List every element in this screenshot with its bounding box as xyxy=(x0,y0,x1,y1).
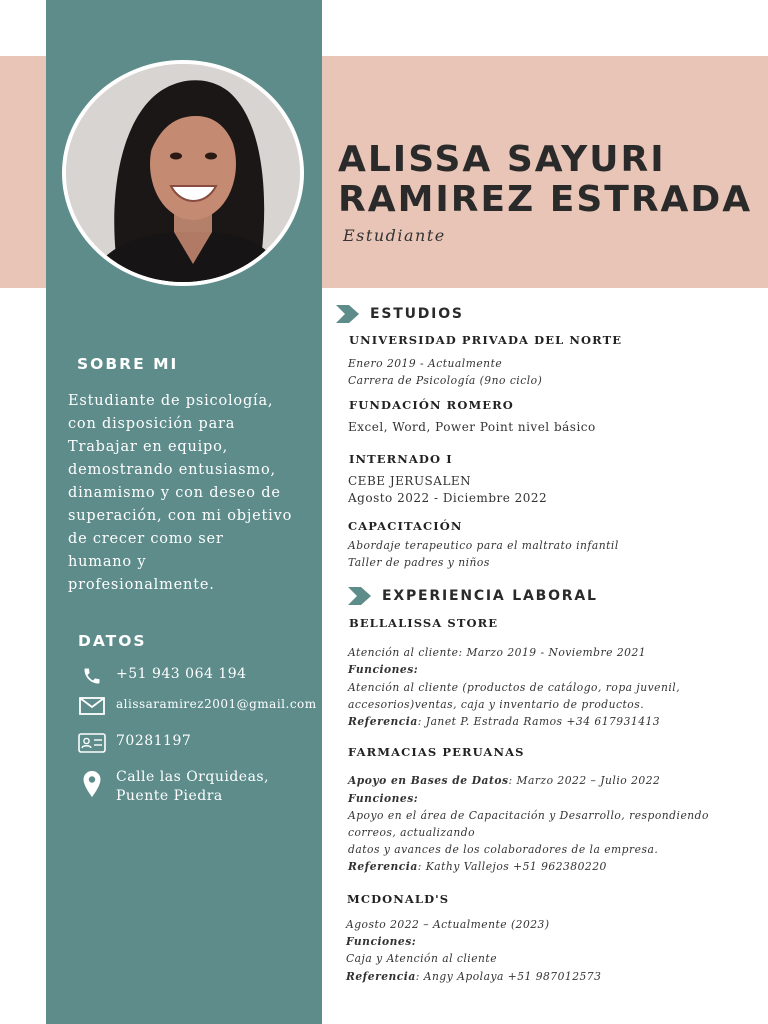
job-functions: Apoyo en el área de Capacitación y Desarrollo, respondiendo xyxy=(348,809,709,822)
job-role: Agosto 2022 – Actualmente (2023) xyxy=(346,918,550,931)
about-line: Trabajar en equipo, xyxy=(68,439,229,455)
job-company: FARMACIAS PERUANAS xyxy=(348,745,525,759)
address-row xyxy=(78,768,269,806)
job-title: Estudiante xyxy=(343,226,446,245)
about-line: humano y xyxy=(68,554,147,570)
about-line: dinamismo y con deseo de xyxy=(68,485,281,501)
school-detail: Excel, Word, Power Point nivel básico xyxy=(348,420,596,434)
job-role: Apoyo en Bases de Datos: Marzo 2022 – Julio 2022 xyxy=(348,774,661,787)
job-company: MCDONALD'S xyxy=(347,892,450,906)
job-reference: Referencia: Angy Apolaya +51 987012573 xyxy=(346,970,602,983)
mail-icon xyxy=(78,695,106,717)
address-line-2: Puente Piedra xyxy=(116,788,223,804)
location-pin-icon xyxy=(78,768,106,800)
job-functions: correos, actualizando xyxy=(348,826,476,839)
about-line: demostrando entusiasmo, xyxy=(68,462,276,478)
chevron-arrow-icon xyxy=(334,304,362,324)
job-functions: Caja y Atención al cliente xyxy=(346,952,498,965)
about-heading: SOBRE MI xyxy=(77,355,179,373)
name-line-2: RAMIREZ ESTRADA xyxy=(338,179,753,220)
job-reference: Referencia: Kathy Vallejos +51 962380220 xyxy=(348,860,607,873)
training-item: Taller de padres y niños xyxy=(348,556,490,569)
chevron-arrow-icon xyxy=(346,586,374,606)
job-functions: datos y avances de los colaboradores de la empresa. xyxy=(348,843,659,856)
school-name: UNIVERSIDAD PRIVADA DEL NORTE xyxy=(349,333,623,347)
job-functions: accesorios)ventas, caja y inventario de productos. xyxy=(348,698,645,711)
address-text xyxy=(116,768,269,806)
full-name xyxy=(338,140,752,220)
job-functions: Atención al cliente (productos de catálogo, ropa juvenil, xyxy=(348,681,681,694)
dni-number: 70281197 xyxy=(116,733,192,749)
job-functions-label: Funciones: xyxy=(348,663,419,676)
phone-icon xyxy=(78,665,106,687)
profile-photo xyxy=(62,60,304,286)
job-reference: Referencia: Janet P. Estrada Ramos +34 617931413 xyxy=(348,715,661,728)
about-text xyxy=(68,390,318,597)
about-line: superación, con mi objetivo xyxy=(68,508,293,524)
about-line: profesionalmente. xyxy=(68,577,215,593)
phone-number: +51 943 064 194 xyxy=(116,666,247,682)
school-program: Carrera de Psicología (9no ciclo) xyxy=(348,374,543,387)
job-company: BELLALISSA STORE xyxy=(349,616,499,630)
training-item: Abordaje terapeutico para el maltrato infantil xyxy=(348,539,619,552)
phone-row xyxy=(78,665,247,687)
job-role: Atención al cliente: Marzo 2019 - Noviembre 2021 xyxy=(348,646,647,659)
internship-name: INTERNADO I xyxy=(349,452,453,466)
school-dates: Enero 2019 - Actualmente xyxy=(348,357,503,370)
data-heading: DATOS xyxy=(78,632,147,650)
about-line: con disposición para xyxy=(68,416,236,432)
section-experiencia xyxy=(346,586,598,606)
name-line-1: ALISSA SAYURI xyxy=(338,139,666,180)
job-functions-label: Funciones: xyxy=(348,792,419,805)
section-title: EXPERIENCIA LABORAL xyxy=(382,588,598,604)
internship-dates: Agosto 2022 - Diciembre 2022 xyxy=(348,491,548,505)
address-line-1: Calle las Orquideas, xyxy=(116,769,270,785)
training-name: CAPACITACIÓN xyxy=(348,519,463,533)
section-title: ESTUDIOS xyxy=(370,306,464,322)
id-card-icon xyxy=(78,732,106,754)
email-address[interactable]: alissaramirez2001@gmail.com xyxy=(116,697,317,711)
about-line: Estudiante de psicología, xyxy=(68,393,274,409)
email-row xyxy=(78,695,317,717)
job-functions-label: Funciones: xyxy=(346,935,417,948)
id-row xyxy=(78,732,191,754)
avatar xyxy=(66,64,304,286)
school-name: FUNDACIÓN ROMERO xyxy=(349,398,514,412)
section-estudios xyxy=(334,304,464,324)
internship-place: CEBE JERUSALEN xyxy=(348,474,472,488)
about-line: de crecer como ser xyxy=(68,531,224,547)
